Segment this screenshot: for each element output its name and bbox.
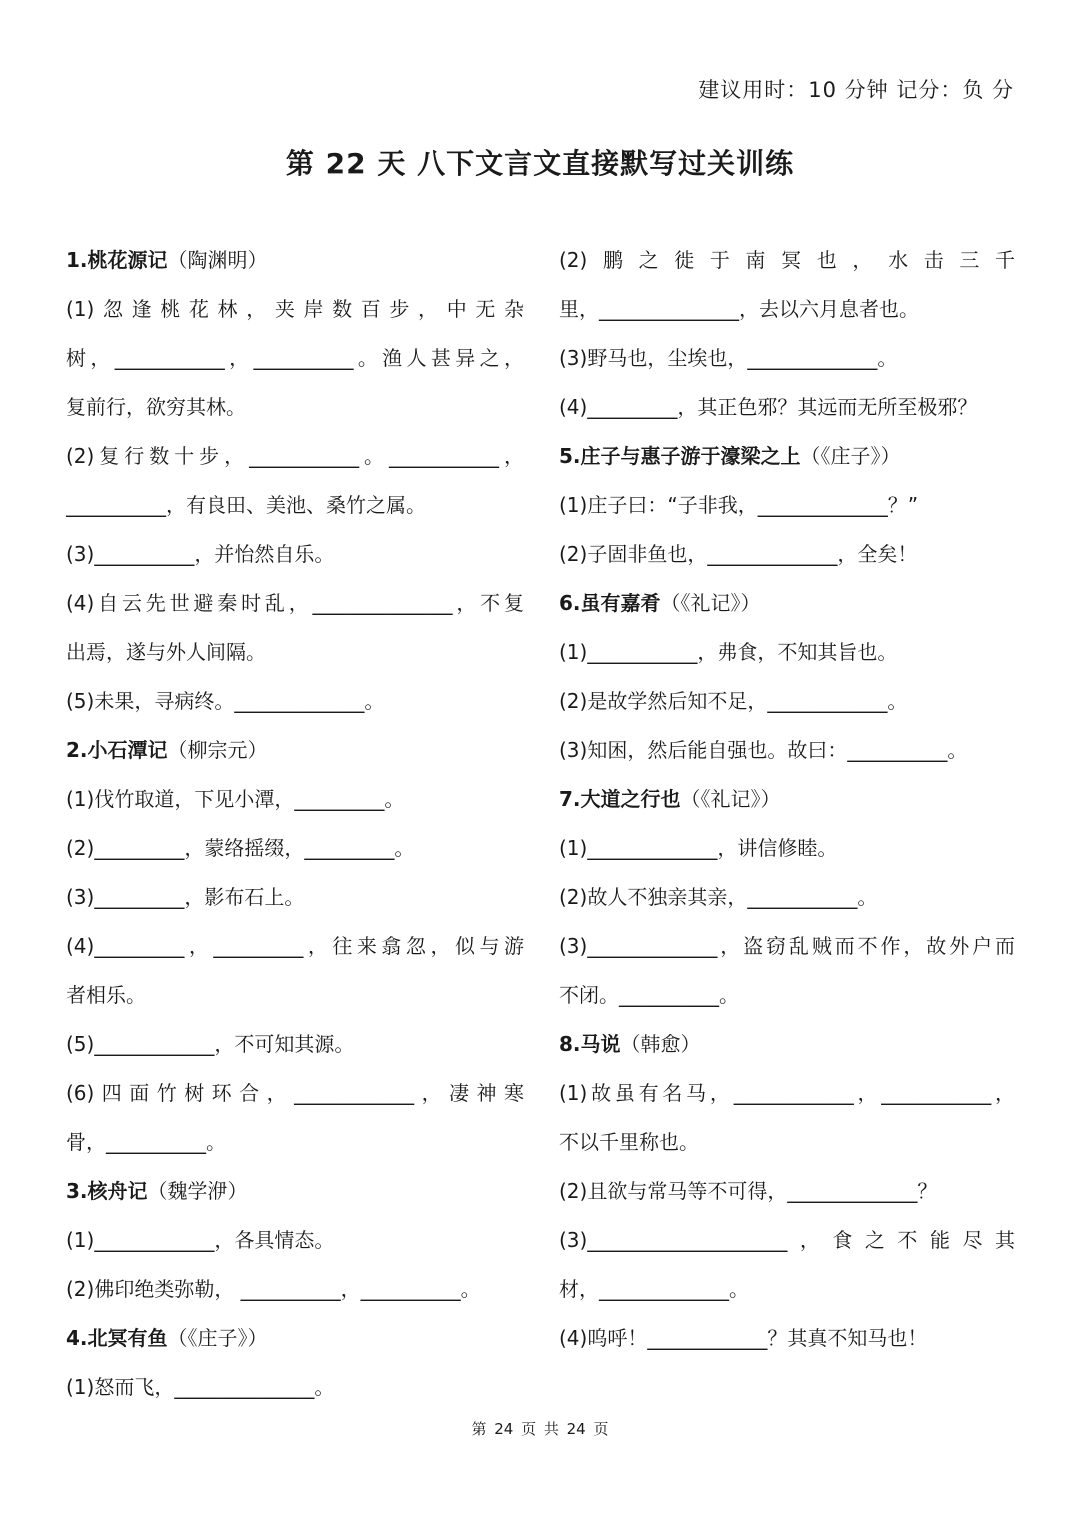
exercise-line: (1)_____________，讲信修睦。: [559, 836, 838, 860]
exercise-line: 骨，__________。: [66, 1130, 226, 1154]
section-title: 2.小石潭记: [66, 738, 168, 762]
section-heading: [559, 1020, 1015, 1069]
section-author: （《礼记》）: [660, 591, 761, 615]
left-column: [66, 236, 524, 1412]
section-author: （陶渊明）: [167, 248, 268, 272]
exercise-line: (1)怒而飞，______________。: [66, 1375, 335, 1399]
exercise-line: 里，______________，去以六月息者也。: [559, 297, 919, 321]
exercise-line: (2)_________，蒙络摇缀，_________。: [66, 836, 415, 860]
exercise-line: 复前行，欲穷其林。: [66, 395, 246, 419]
exercise-line: (6)四面竹树环合，____________，凄神寒: [66, 1081, 524, 1105]
exercise-line: 不闭。__________。: [559, 983, 739, 1007]
exercise-line: (1)故虽有名马，____________，___________，: [559, 1081, 1015, 1105]
section-author: （《庄子》）: [800, 444, 901, 468]
section-title: 5.庄子与惠子游于濠梁之上: [559, 444, 801, 468]
exercise-line: (1)庄子曰：“子非我，_____________？”: [559, 493, 919, 517]
section-title: 6.虽有嘉肴: [559, 591, 661, 615]
exercise-line: (4)_________，其正色邪？其远而无所至极邪？: [559, 395, 978, 419]
section-heading: [559, 579, 1015, 628]
exercise-line: (3)野马也，尘埃也，_____________。: [559, 346, 898, 370]
section-heading: [66, 726, 524, 775]
section-title: 3.核舟记: [66, 1179, 148, 1203]
right-column: [559, 236, 1015, 1363]
exercise-line: __________，有良田、美池、桑竹之属。: [66, 493, 426, 517]
exercise-line: 出焉，遂与外人间隔。: [66, 640, 266, 664]
exercise-line: (3)_____________，盗窃乱贼而不作，故外户而: [559, 934, 1015, 958]
section-author: （柳宗元）: [167, 738, 268, 762]
exercise-line: (1)____________，各具情态。: [66, 1228, 335, 1252]
section-title: 8.马说: [559, 1032, 621, 1056]
exercise-line: (3)____________________，食之不能尽其: [559, 1228, 1015, 1252]
header-meta: 建议用时：10 分钟 记分：负 分: [698, 78, 1014, 102]
exercise-line: (2)且欲与常马等不可得，_____________？: [559, 1179, 938, 1203]
exercise-line: (4)自云先世避秦时乱，______________，不复: [66, 591, 524, 615]
section-heading: [66, 1314, 524, 1363]
section-author: （魏学洢）: [147, 1179, 248, 1203]
section-title: 4.北冥有鱼: [66, 1326, 168, 1350]
exercise-line: 材，_____________。: [559, 1277, 749, 1301]
exercise-line: (5)____________，不可知其源。: [66, 1032, 355, 1056]
section-heading: [66, 236, 524, 285]
section-title: 1.桃花源记: [66, 248, 168, 272]
exercise-line: (4)呜呼！____________？其真不知马也！: [559, 1326, 928, 1350]
exercise-line: (2)是故学然后知不足，____________。: [559, 689, 908, 713]
section-heading: [66, 1167, 524, 1216]
exercise-line: (2)鹏之徙于南冥也，水击三千: [559, 248, 1015, 272]
exercise-line: (4)_________，_________，往来翕忽，似与游: [66, 934, 524, 958]
exercise-line: (2)故人不独亲其亲，___________。: [559, 885, 878, 909]
exercise-line: (5)未果，寻病终。_____________。: [66, 689, 385, 713]
exercise-line: 不以千里称也。: [559, 1130, 699, 1154]
section-heading: [559, 775, 1015, 824]
exercise-line: (1)忽逢桃花林，夹岸数百步，中无杂: [66, 297, 524, 321]
exercise-line: 树，___________，__________。渔人甚异之，: [66, 346, 524, 370]
exercise-line: (3)__________，并怡然自乐。: [66, 542, 335, 566]
section-heading: [559, 432, 1015, 481]
section-title: 7.大道之行也: [559, 787, 681, 811]
section-author: （《庄子》）: [167, 1326, 268, 1350]
page-footer: 第 24 页 共 24 页: [471, 1420, 609, 1438]
exercise-line: (3)知困，然后能自强也。故曰：__________。: [559, 738, 968, 762]
exercise-line: (1)___________，弗食，不知其旨也。: [559, 640, 898, 664]
page-title: 第 22 天 八下文言文直接默写过关训练: [285, 147, 795, 180]
section-author: （《礼记》）: [680, 787, 781, 811]
section-author: （韩愈）: [620, 1032, 701, 1056]
exercise-line: (2)佛印绝类弥勒， __________，__________。: [66, 1277, 481, 1301]
exercise-line: (2)复行数十步，___________。___________，: [66, 444, 524, 468]
exercise-line: (1)伐竹取道，下见小潭，_________。: [66, 787, 405, 811]
exercise-line: 者相乐。: [66, 983, 146, 1007]
exercise-line: (3)_________，影布石上。: [66, 885, 305, 909]
exercise-line: (2)子固非鱼也，_____________，全矣！: [559, 542, 918, 566]
